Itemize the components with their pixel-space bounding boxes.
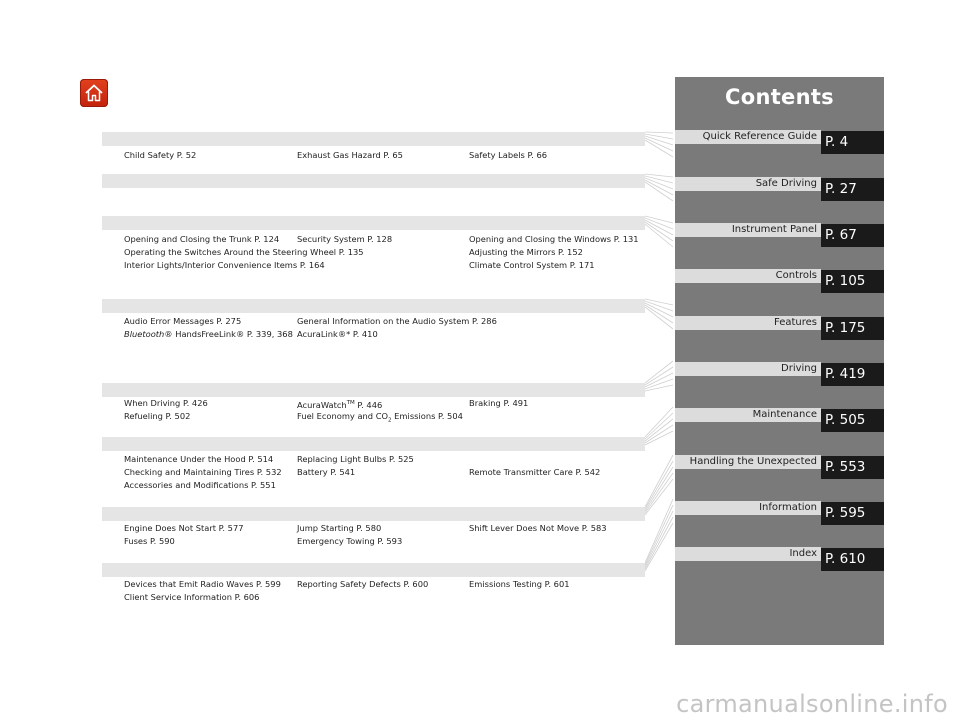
link-trunk[interactable]: Opening and Closing the Trunk P. 124	[124, 234, 280, 244]
link-towing[interactable]: Emergency Towing P. 593	[297, 536, 403, 546]
link-tires[interactable]: Checking and Maintaining Tires P. 532	[124, 467, 282, 477]
perspective-lines	[645, 125, 675, 575]
link-light-bulbs[interactable]: Replacing Light Bulbs P. 525	[297, 454, 414, 464]
link-battery[interactable]: Battery P. 541	[297, 467, 356, 477]
chapter-label-information[interactable]: Information	[675, 501, 821, 515]
section-band-safe-driving	[102, 174, 645, 188]
chapter-label-instrument-panel[interactable]: Instrument Panel	[675, 223, 821, 237]
link-emissions-testing[interactable]: Emissions Testing P. 601	[469, 579, 570, 589]
link-acuralink[interactable]: AcuraLink®* P. 410	[297, 329, 378, 339]
section-band-driving	[102, 437, 645, 451]
section-band-unexpected	[102, 563, 645, 577]
link-interior-lights[interactable]: Interior Lights/Interior Convenience Items P. 164	[124, 260, 325, 270]
link-mirrors[interactable]: Adjusting the Mirrors P. 152	[469, 247, 583, 257]
chapter-page-index[interactable]: P. 610	[821, 548, 884, 571]
acurawatch-name: AcuraWatch	[297, 399, 347, 410]
section-band-quick-reference	[102, 132, 645, 146]
link-engine-start[interactable]: Engine Does Not Start P. 577	[124, 523, 244, 533]
home-icon	[83, 82, 105, 104]
link-fuses[interactable]: Fuses P. 590	[124, 536, 175, 546]
fuel-economy-sub: 2	[388, 417, 392, 424]
link-safety-defects[interactable]: Reporting Safety Defects P. 600	[297, 579, 429, 589]
chapter-label-index[interactable]: Index	[675, 547, 821, 561]
link-under-hood[interactable]: Maintenance Under the Hood P. 514	[124, 454, 274, 464]
chapter-label-unexpected[interactable]: Handling the Unexpected	[675, 455, 821, 469]
chapter-page-controls[interactable]: P. 105	[821, 270, 884, 293]
chapter-page-unexpected[interactable]: P. 553	[821, 456, 884, 479]
bluetooth-italic: Bluetooth	[124, 329, 165, 339]
link-exhaust-gas[interactable]: Exhaust Gas Hazard P. 65	[297, 150, 403, 160]
chapter-page-maintenance[interactable]: P. 505	[821, 409, 884, 432]
chapter-label-features[interactable]: Features	[675, 316, 821, 330]
link-acurawatch[interactable]	[297, 397, 382, 411]
section-band-features	[102, 383, 645, 397]
chapter-page-information[interactable]: P. 595	[821, 502, 884, 525]
section-band-instrument-panel	[102, 216, 645, 230]
link-child-safety[interactable]: Child Safety P. 52	[124, 150, 197, 160]
link-climate[interactable]: Climate Control System P. 171	[469, 260, 595, 270]
link-audio-info[interactable]: General Information on the Audio System P. 286	[297, 316, 497, 326]
chapter-label-safe-driving[interactable]: Safe Driving	[675, 177, 821, 191]
link-remote-transmitter[interactable]: Remote Transmitter Care P. 542	[469, 467, 601, 477]
link-braking[interactable]: Braking P. 491	[469, 398, 529, 408]
link-radio-waves[interactable]: Devices that Emit Radio Waves P. 599	[124, 579, 281, 589]
bluetooth-rest: ® HandsFreeLink® P. 339, 368	[164, 329, 293, 339]
link-jump-starting[interactable]: Jump Starting P. 580	[297, 523, 382, 533]
link-shift-lever[interactable]: Shift Lever Does Not Move P. 583	[469, 523, 607, 533]
section-band-controls	[102, 299, 645, 313]
contents-title: Contents	[725, 85, 834, 109]
acurawatch-tm: TM	[346, 400, 355, 406]
link-client-service[interactable]: Client Service Information P. 606	[124, 592, 260, 602]
chapter-label-driving[interactable]: Driving	[675, 362, 821, 376]
chapter-page-safe-driving[interactable]: P. 27	[821, 178, 884, 201]
fuel-economy-page: Emissions P. 504	[391, 411, 463, 421]
section-band-maintenance	[102, 507, 645, 521]
link-audio-errors[interactable]: Audio Error Messages P. 275	[124, 316, 242, 326]
link-refueling[interactable]: Refueling P. 502	[124, 411, 191, 421]
fuel-economy-name: Fuel Economy and CO	[297, 411, 389, 421]
chapter-page-instrument-panel[interactable]: P. 67	[821, 224, 884, 247]
link-bluetooth[interactable]	[124, 328, 293, 340]
link-fuel-economy[interactable]	[297, 410, 463, 427]
watermark: carmanualsonline.info	[676, 690, 948, 718]
chapter-label-quick-reference[interactable]: Quick Reference Guide	[675, 130, 821, 144]
chapter-page-driving[interactable]: P. 419	[821, 363, 884, 386]
link-when-driving[interactable]: When Driving P. 426	[124, 398, 208, 408]
link-windows[interactable]: Opening and Closing the Windows P. 131	[469, 234, 639, 244]
link-security[interactable]: Security System P. 128	[297, 234, 393, 244]
link-switches[interactable]: Operating the Switches Around the Steering Wheel P. 135	[124, 247, 364, 257]
chapter-page-quick-reference[interactable]: P. 4	[821, 131, 884, 154]
link-accessories[interactable]: Accessories and Modifications P. 551	[124, 480, 276, 490]
chapter-label-maintenance[interactable]: Maintenance	[675, 408, 821, 422]
chapter-page-features[interactable]: P. 175	[821, 317, 884, 340]
acurawatch-page: P. 446	[354, 399, 383, 410]
link-safety-labels[interactable]: Safety Labels P. 66	[469, 150, 548, 160]
chapter-label-controls[interactable]: Controls	[675, 269, 821, 283]
home-button[interactable]	[80, 79, 108, 107]
